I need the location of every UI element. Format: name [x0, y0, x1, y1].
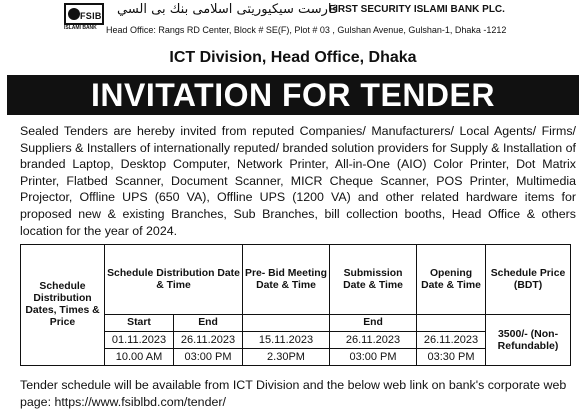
subheader-submission-end: End	[330, 315, 417, 332]
header-submission: Submission Date & Time	[330, 245, 417, 315]
header-prebid: Pre- Bid Meeting Date & Time	[243, 245, 330, 315]
bank-logo	[64, 3, 104, 33]
subheader-prebid-blank	[243, 315, 330, 332]
cell-prebid-date: 15.11.2023	[243, 332, 330, 349]
schedule-price: 3500/- (Non-Refundable)	[486, 315, 571, 366]
schedule-availability-note: Tender schedule will be available from ICT Division and the below web link on bank's corporate web page: https://www.fsiblbd.com/tender/	[20, 378, 567, 409]
subheader-opening-blank	[417, 315, 486, 332]
schedule-table	[20, 244, 571, 366]
bank-name-arabic: فارست سيكيوريتى اسلامى بنك بى السي	[117, 2, 339, 17]
letterhead	[0, 0, 586, 44]
cell-start-date: 01.11.2023	[105, 332, 174, 349]
header-schedule: Schedule Distribution Dates, Times & Price	[21, 245, 105, 366]
division-title: ICT Division, Head Office, Dhaka	[169, 49, 417, 66]
bank-name-english: FIRST SECURITY ISLAMI BANK PLC.	[329, 4, 505, 15]
cell-opening-date: 26.11.2023	[417, 332, 486, 349]
head-office-address: Head Office: Rangs RD Center, Block # SE(F), Plot # 03 , Gulshan Avenue, Gulshan-1, Dhaka -1212	[106, 25, 507, 35]
logo-swoosh-icon	[68, 8, 80, 20]
cell-prebid-time: 2.30PM	[243, 349, 330, 366]
tender-description: Sealed Tenders are hereby invited from reputed Companies/ Manufacturers/ Local Agents/ Firms/ Suppliers & Installers of internationally reputed/ branded solution providers for Supply & Installation of branded Laptop, Desktop Computer, Network Printer, All-in-One (AIO) Color Printer, Dot Matrix Printer, Flatbed Scanner, Document Scanner, MICR Cheque Scanner, POS Printer, Multimedia Projector, Offline UPS (650 VA), Offline UPS (1200 VA) and other related hardware items for proposed new & existing Branches, Sub Branches, bill collection booths, Head Office & others location for the year of 2024.	[20, 124, 576, 238]
logo-text: FSIB	[80, 11, 102, 21]
subheader-end: End	[174, 315, 243, 332]
header-price: Schedule Price (BDT)	[486, 245, 571, 315]
header-distribution: Schedule Distribution Date & Time	[105, 245, 243, 315]
cell-submission-date: 26.11.2023	[330, 332, 417, 349]
tender-banner: INVITATION FOR TENDER	[7, 75, 579, 115]
cell-end-time: 03:00 PM	[174, 349, 243, 366]
subheader-start: Start	[105, 315, 174, 332]
cell-submission-time: 03:00 PM	[330, 349, 417, 366]
cell-opening-time: 03:30 PM	[417, 349, 486, 366]
cell-start-time: 10.00 AM	[105, 349, 174, 366]
header-opening: Opening Date & Time	[417, 245, 486, 315]
logo-subtext: ISLAMI BANK	[64, 25, 97, 31]
cell-end-date: 26.11.2023	[174, 332, 243, 349]
logo-mark	[64, 3, 104, 25]
table-header-row	[21, 245, 571, 315]
